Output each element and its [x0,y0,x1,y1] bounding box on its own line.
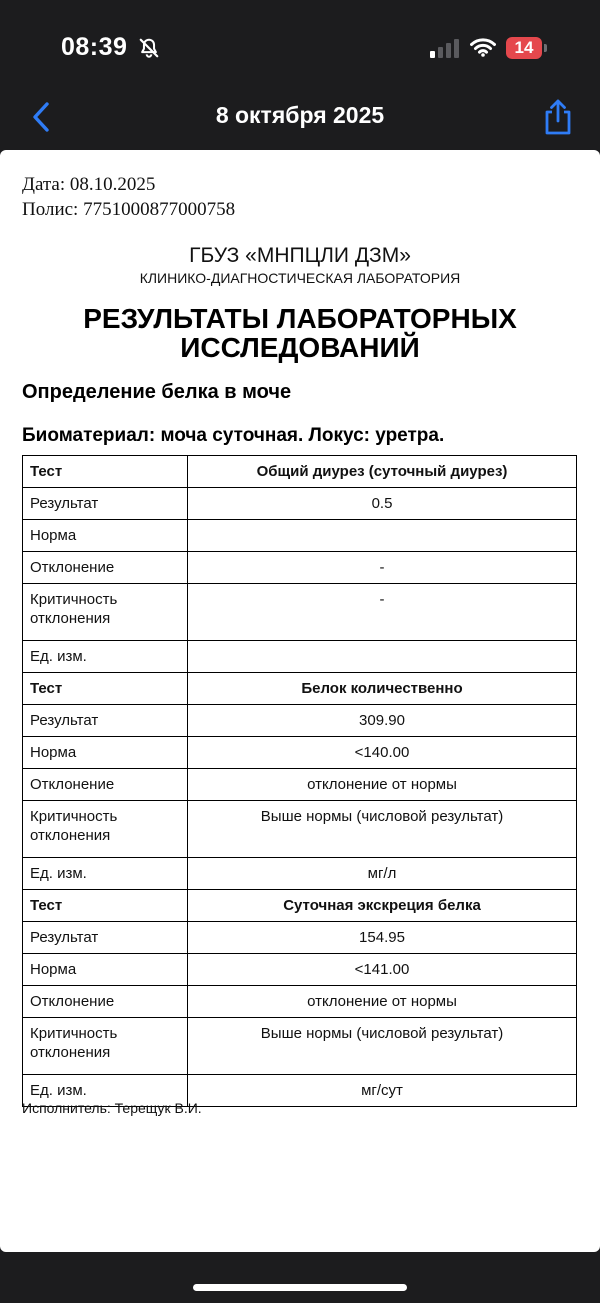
wifi-icon [470,37,496,57]
test-header-label: Тест [23,456,188,488]
row-label: Норма [23,737,188,769]
row-label: Норма [23,954,188,986]
document-title [0,304,600,362]
document-title-line-1: РЕЗУЛЬТАТЫ ЛАБОРАТОРНЫХ [83,303,517,334]
organization-department: КЛИНИКО-ДИАГНОСТИЧЕСКАЯ ЛАБОРАТОРИЯ [139,270,461,286]
table-row [23,986,577,1018]
row-label: Результат [23,922,188,954]
test-header-label: Тест [23,673,188,705]
document-date: Дата: 08.10.2025 [22,174,156,195]
row-value: <141.00 [188,954,577,986]
test-name: Суточная экскреция белка [188,890,577,922]
row-value [188,520,577,552]
row-label: Отклонение [23,552,188,584]
row-value: отклонение от нормы [188,769,577,801]
test-header-row [23,673,577,705]
row-value: мг/сут [188,1075,577,1107]
status-bar [0,0,600,90]
row-value: - [188,552,577,584]
table-row [23,954,577,986]
test-name: Общий диурез (суточный диурез) [188,456,577,488]
row-label: Отклонение [23,769,188,801]
row-label: Критичность отклонения [23,584,188,641]
document-policy-number: Полис: 7751000877000758 [22,199,236,220]
table-row [23,1018,577,1075]
battery-cap [544,44,547,52]
row-label: Критичность отклонения [23,801,188,858]
home-indicator[interactable] [193,1284,407,1291]
row-label: Норма [23,520,188,552]
test-header-row [23,890,577,922]
row-value: Выше нормы (числовой результат) [188,801,577,858]
row-label: Ед. изм. [23,858,188,890]
table-row [23,641,577,673]
table-row [23,488,577,520]
row-value: отклонение от нормы [188,986,577,1018]
table-row [23,705,577,737]
nav-title: 8 октября 2025 [215,102,385,128]
row-label: Результат [23,705,188,737]
battery-indicator: 14 [506,37,542,59]
row-label: Результат [23,488,188,520]
row-value: 0.5 [188,488,577,520]
row-label: Ед. изм. [23,641,188,673]
row-value [188,641,577,673]
table-row [23,858,577,890]
table-row [23,520,577,552]
test-header-label: Тест [23,890,188,922]
test-name: Белок количественно [188,673,577,705]
row-label: Критичность отклонения [23,1018,188,1075]
row-value: Выше нормы (числовой результат) [188,1018,577,1075]
biomaterial-line: Биоматериал: моча суточная. Локус: уретра. [22,425,445,446]
organization-name: ГБУЗ «МНПЦЛИ ДЗМ» [189,244,411,267]
bell-slash-icon [138,37,160,59]
table-row [23,584,577,641]
test-header-row [23,456,577,488]
row-value: - [188,584,577,641]
navigation-bar [0,90,600,150]
lab-results-document [0,150,600,1252]
table-row [23,737,577,769]
document-title-line-2: ИССЛЕДОВАНИЙ [180,332,420,363]
row-value: 154.95 [188,922,577,954]
table-row [23,922,577,954]
table-row [23,769,577,801]
table-row [23,552,577,584]
results-table [22,455,577,1107]
executor-signature: Исполнитель: Терещук В.И. [22,1100,202,1116]
row-value: мг/л [188,858,577,890]
row-label: Отклонение [23,986,188,1018]
section-title: Определение белка в моче [22,381,292,403]
cellular-signal-icon [430,38,460,58]
status-time: 08:39 [61,33,128,61]
row-value: <140.00 [188,737,577,769]
table-row [23,801,577,858]
row-label: Ед. изм. [23,1075,188,1107]
row-value: 309.90 [188,705,577,737]
share-button[interactable] [542,98,574,136]
